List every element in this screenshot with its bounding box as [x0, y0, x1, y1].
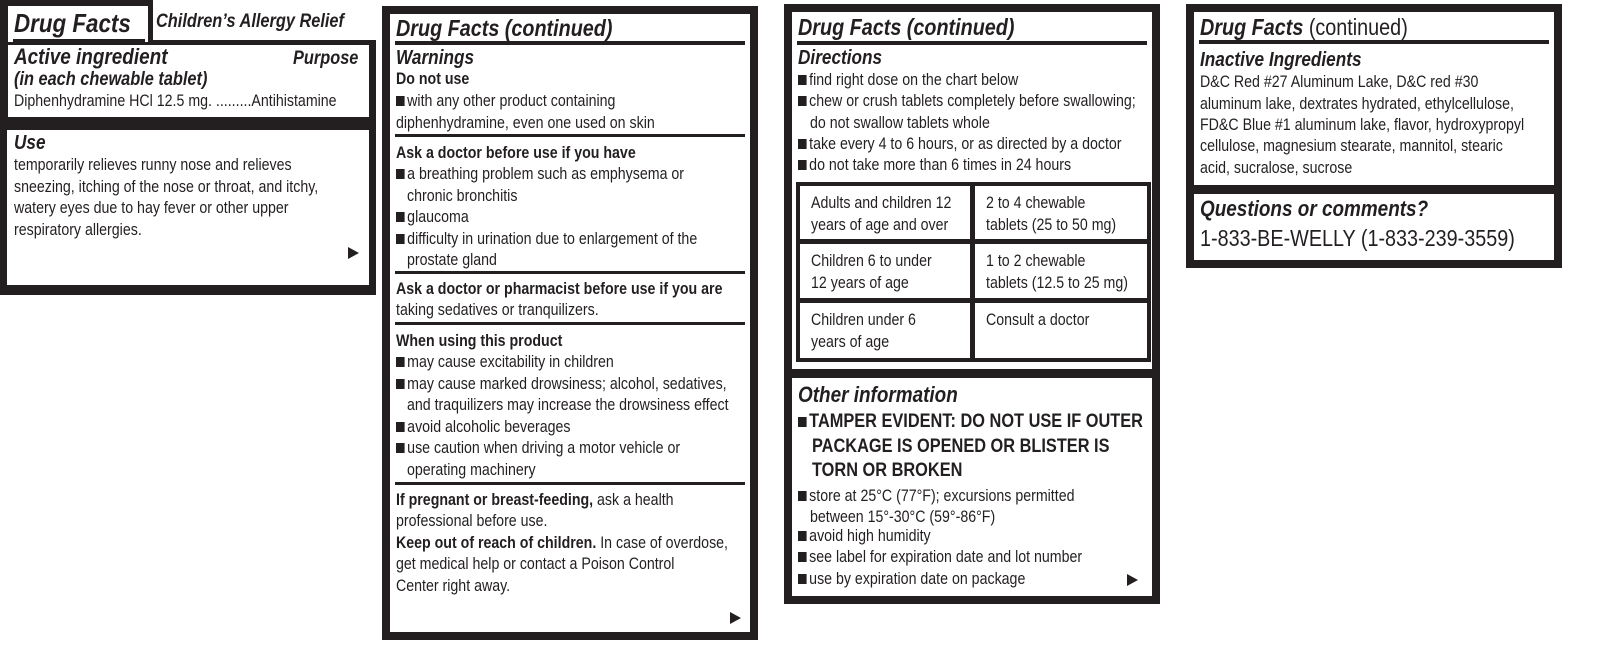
inactive-line: acid, sucralose, sucrose	[1200, 159, 1353, 177]
purpose-heading: Purpose	[293, 48, 359, 69]
dose-amount-cell: tablets (25 to 50 mg)	[986, 216, 1117, 234]
dose-amount-cell: Consult a doctor	[986, 311, 1090, 329]
keep-out-line: Keep out of reach of children. In case of overdose,	[396, 534, 729, 552]
ask-pharmacist-heading: Ask a doctor or pharmacist before use if you are	[396, 280, 723, 298]
warning-line: diphenhydramine, even one used on skin	[396, 114, 655, 132]
phone-number[interactable]: 1-833-BE-WELLY (1-833-239-3559)	[1200, 225, 1515, 251]
bullet-icon	[798, 75, 807, 85]
direction-line: do not swallow tablets whole	[810, 114, 990, 132]
warning-line: operating machinery	[407, 461, 536, 479]
warnings-heading: Warnings	[396, 47, 475, 69]
triangle-right-icon	[730, 612, 741, 624]
bullet-icon	[798, 531, 807, 541]
inactive-line: aluminum lake, dextrates hydrated, ethylcellulose,	[1200, 95, 1514, 113]
other-info-line: between 15°-30°C (59°-86°F)	[810, 508, 996, 526]
section-separator	[784, 369, 1160, 378]
other-info-line: store at 25°C (77°F); excursions permitted	[798, 486, 1119, 508]
divider	[395, 482, 745, 485]
dose-age-cell: Children 6 to under	[811, 252, 932, 270]
bullet-icon	[396, 234, 405, 244]
bullet-icon	[396, 443, 405, 453]
warning-line: and traquilizers may increase the drowsiness effect	[407, 396, 729, 414]
direction-line: chew or crush tablets completely before swallowing;	[798, 91, 1191, 113]
do-not-use-heading: Do not use	[396, 70, 470, 88]
divider	[395, 134, 745, 137]
warning-line: use caution when driving a motor vehicle or	[396, 438, 726, 460]
dose-table-hline	[796, 298, 1151, 303]
bullet-icon	[396, 212, 405, 222]
when-using-heading: When using this product	[396, 332, 563, 350]
dose-amount-cell: 1 to 2 chewable	[986, 252, 1086, 270]
warning-line: may cause excitability in children	[396, 352, 649, 374]
tamper-line: PACKAGE IS OPENED OR BLISTER IS	[812, 436, 1110, 457]
warning-line: a breathing problem such as emphysema or	[396, 164, 731, 186]
panel2-title-rule	[395, 41, 745, 45]
triangle-right-icon	[1127, 574, 1138, 586]
tamper-line: TAMPER EVIDENT: DO NOT USE IF OUTER	[798, 410, 1199, 434]
bullet-icon	[396, 379, 405, 389]
panel4-title: Drug Facts (continued)	[1200, 14, 1408, 40]
other-info-line: see label for expiration date and lot number	[798, 547, 1128, 569]
other-info-line: use by expiration date on package	[798, 569, 1062, 591]
use-line: respiratory allergies.	[14, 221, 142, 239]
bullet-icon	[798, 139, 807, 149]
direction-line: find right dose on the chart below	[798, 70, 1054, 92]
use-line: temporarily relieves runny nose and relieves	[14, 156, 292, 174]
keep-out-line: get medical help or contact a Poison Control	[396, 555, 675, 573]
active-ingredient-subheading: (in each chewable tablet)	[14, 69, 208, 90]
section-separator	[1186, 185, 1562, 194]
panel1-notch-bar	[150, 0, 153, 40]
other-info-heading: Other information	[798, 382, 958, 407]
bullet-icon	[396, 169, 405, 179]
use-line: sneezing, itching of the nose or throat, and itchy,	[14, 178, 319, 196]
dose-table-hline	[796, 239, 1151, 244]
ingredient-line: Diphenhydramine HCl 12.5 mg. .........Antihistamine	[14, 92, 337, 110]
bullet-icon	[396, 422, 405, 432]
panel3-title: Drug Facts (continued)	[798, 14, 1015, 40]
bullet-icon	[798, 491, 807, 501]
keep-out-line: Center right away.	[396, 577, 511, 595]
inactive-line: cellulose, magnesium stearate, mannitol, stearic	[1200, 137, 1503, 155]
warning-line: glaucoma	[396, 207, 481, 229]
use-heading: Use	[14, 132, 46, 154]
panel2-title: Drug Facts (continued)	[396, 15, 613, 41]
inactive-heading: Inactive Ingredients	[1200, 49, 1362, 71]
dose-age-cell: Adults and children 12	[811, 194, 952, 212]
drug-facts-title: Drug Facts	[14, 8, 131, 38]
title-underline	[13, 39, 145, 43]
warning-line: avoid alcoholic beverages	[396, 417, 599, 439]
dose-age-cell: years of age and over	[811, 216, 949, 234]
active-ingredient-heading: Active ingredient	[14, 44, 168, 69]
direction-line: take every 4 to 6 hours, or as directed by a doctor	[798, 134, 1174, 156]
product-name: Children’s Allergy Relief	[156, 11, 344, 32]
use-line: watery eyes due to hay fever or other upper	[14, 199, 289, 217]
warning-line: chronic bronchitis	[407, 187, 518, 205]
tamper-line: TORN OR BROKEN	[812, 460, 963, 481]
bullet-icon	[798, 417, 807, 427]
bullet-icon	[798, 552, 807, 562]
bullet-icon	[798, 160, 807, 170]
triangle-right-icon	[348, 247, 359, 259]
dose-amount-cell: 2 to 4 chewable	[986, 194, 1086, 212]
pregnant-line: professional before use.	[396, 512, 548, 530]
warning-line: with any other product containing	[396, 91, 651, 113]
bullet-icon	[798, 574, 807, 584]
warning-line: difficulty in urination due to enlargement of the	[396, 229, 746, 251]
directions-heading: Directions	[798, 47, 883, 69]
other-info-line: avoid high humidity	[798, 526, 952, 548]
warning-line: may cause marked drowsiness; alcohol, sedatives,	[396, 374, 780, 396]
bullet-icon	[396, 357, 405, 367]
bullet-icon	[798, 96, 807, 106]
warning-line: prostate gland	[407, 251, 497, 269]
bullet-icon	[396, 96, 405, 106]
inactive-line: FD&C Blue #1 aluminum lake, flavor, hydroxypropyl	[1200, 116, 1525, 134]
pregnant-line: If pregnant or breast-feeding, ask a health	[396, 491, 674, 509]
warning-line: taking sedatives or tranquilizers.	[396, 301, 599, 319]
divider	[395, 271, 745, 274]
dose-age-cell: Children under 6	[811, 311, 916, 329]
dose-amount-cell: tablets (12.5 to 25 mg)	[986, 274, 1128, 292]
questions-heading: Questions or comments?	[1200, 196, 1429, 221]
dose-age-cell: years of age	[811, 333, 890, 351]
panel4-title-rule	[1199, 40, 1549, 44]
ask-doctor-heading: Ask a doctor before use if you have	[396, 144, 636, 162]
panel3-title-rule	[797, 41, 1147, 45]
direction-line: do not take more than 6 times in 24 hours	[798, 155, 1116, 177]
dose-age-cell: 12 years of age	[811, 274, 909, 292]
inactive-line: D&C Red #27 Aluminum Lake, D&C red #30	[1200, 73, 1479, 91]
divider	[395, 322, 745, 325]
